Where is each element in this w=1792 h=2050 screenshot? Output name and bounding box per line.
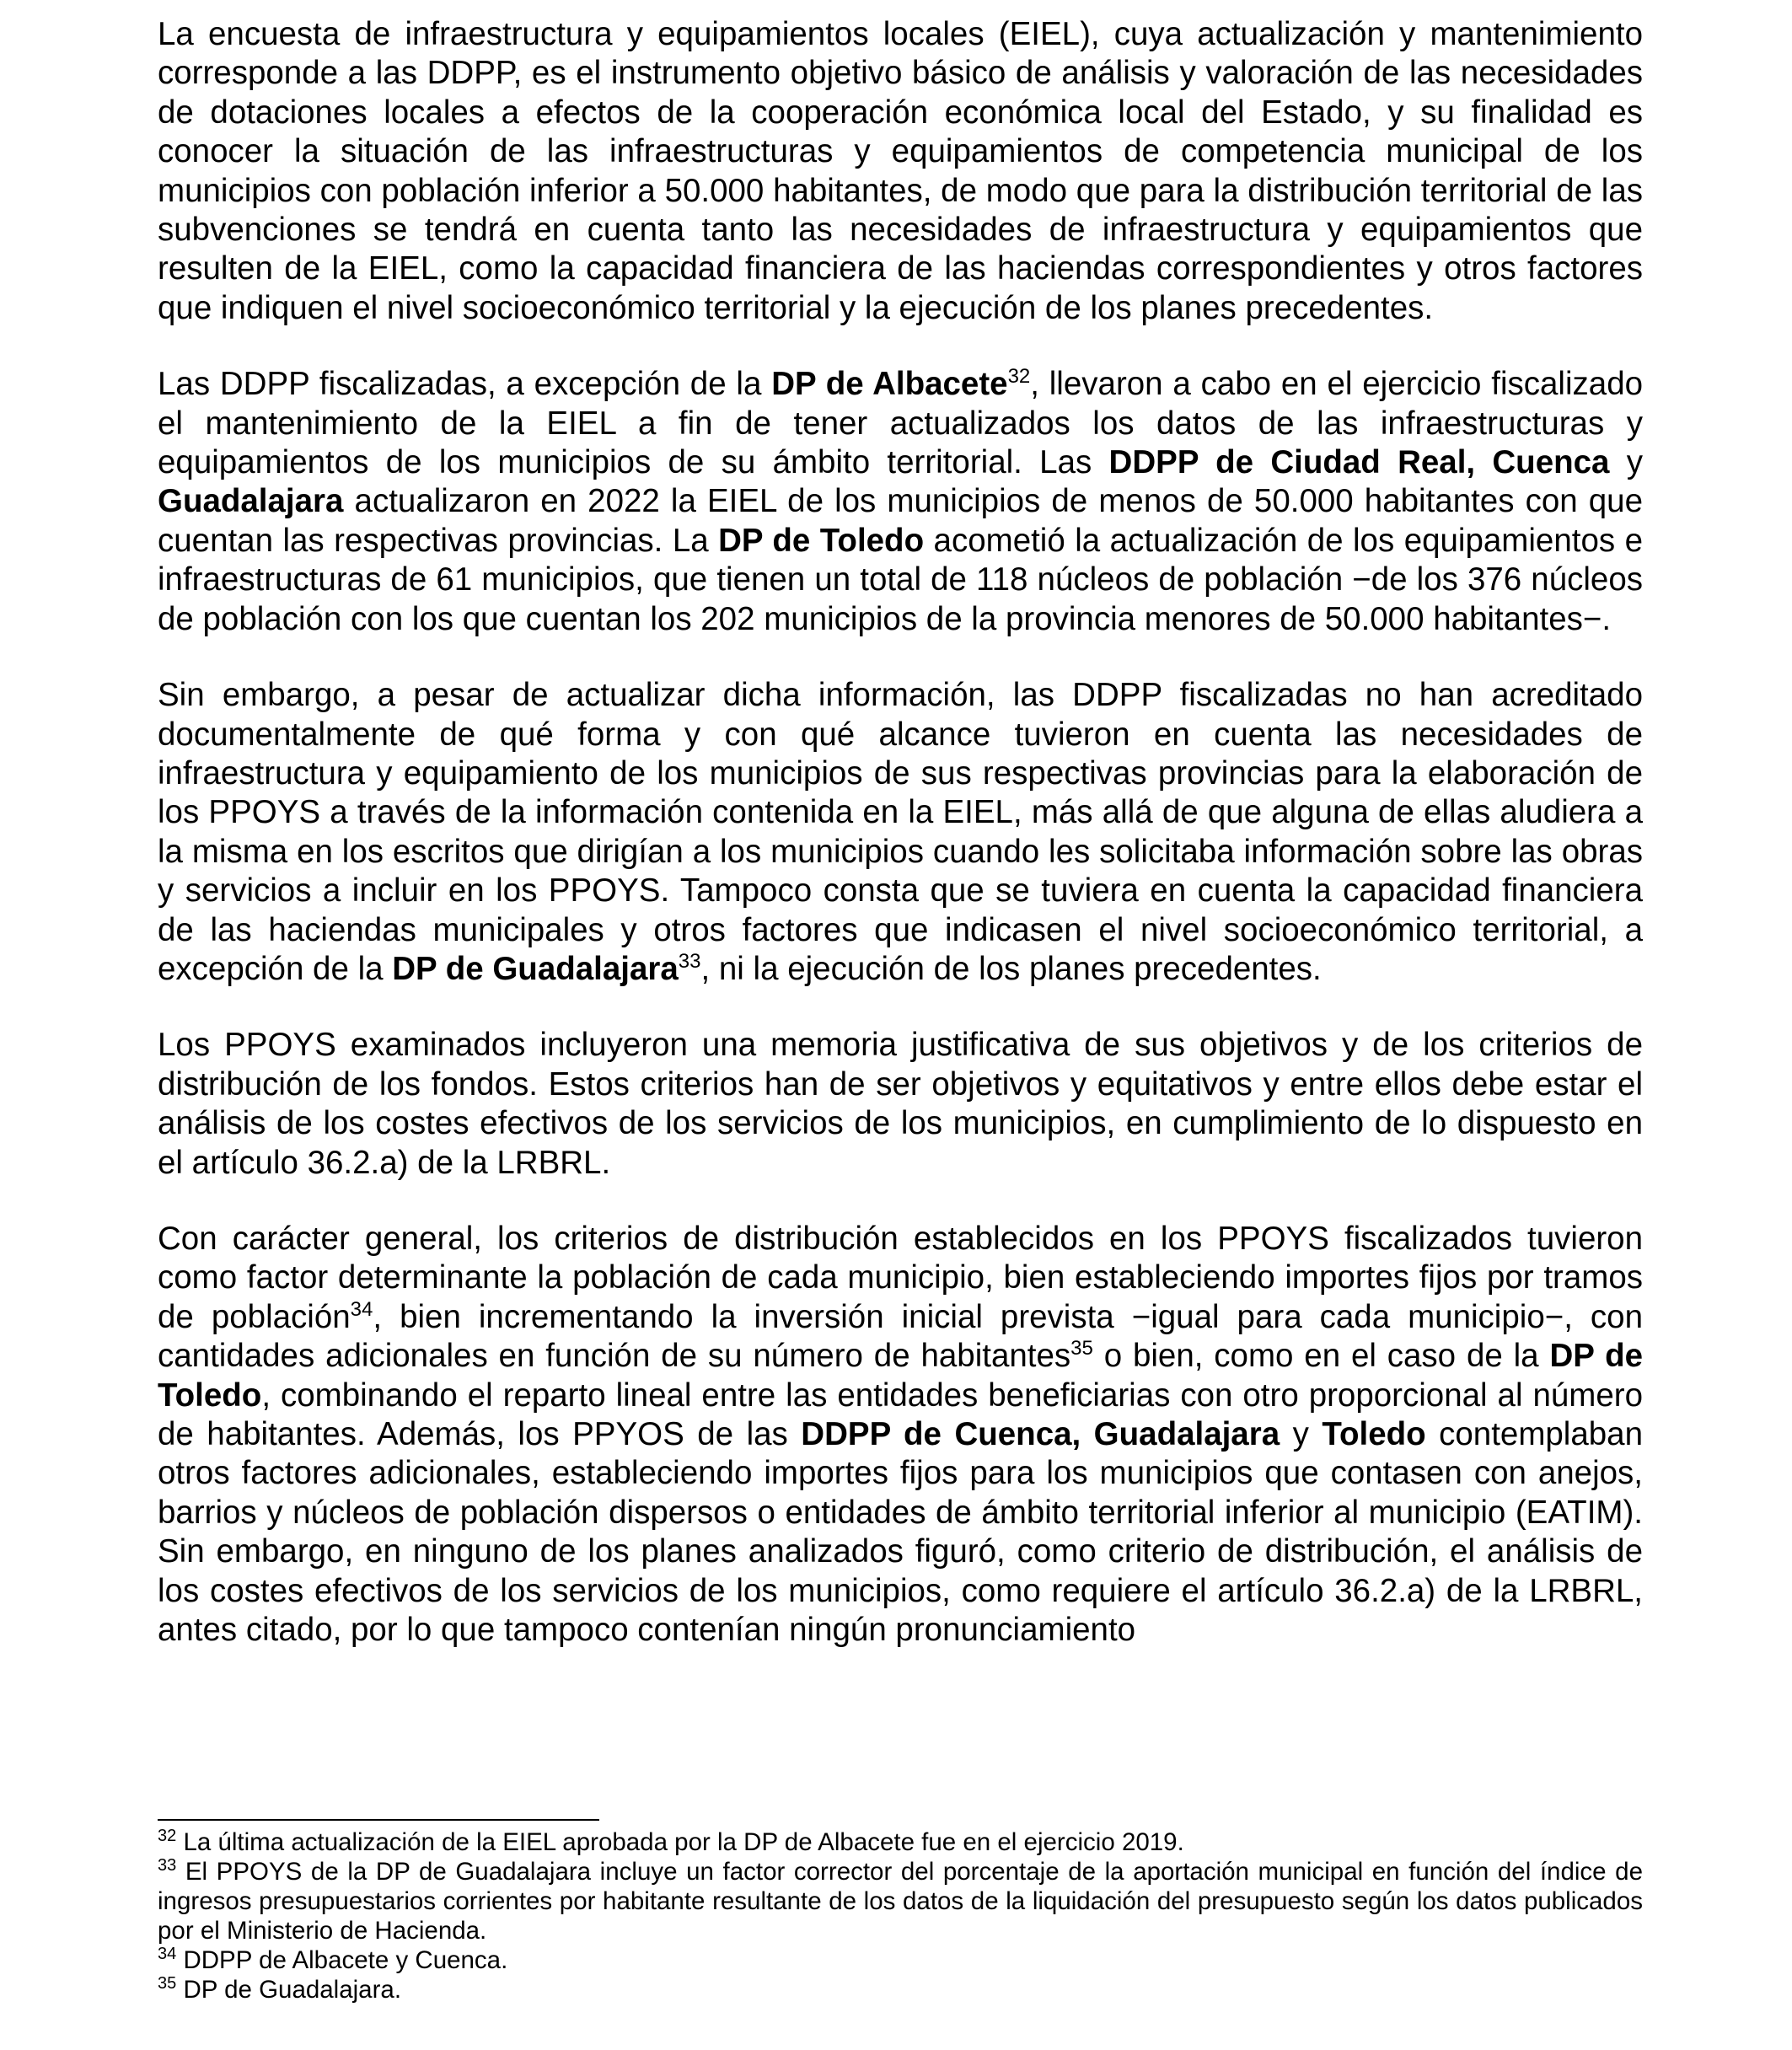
- bold-entity: DP de Toledo: [718, 522, 925, 559]
- text-run: contemplaban otros factores adicionales, estableciendo importes fijos para los municipios que contasen con anejos, barrios y núcleos de población dispersos o entidades de ámbito territorial inferior al municipio (EATIM). Sin embargo, en ninguno de los planes analizados figuró, como criterio de distribución, el análisis de los costes efectivos de los servicios de los municipios, como requiere el artículo 36.2.a) de la LRBRL, antes citado, por lo que tampoco contenían ningún pronunciamiento: [158, 1416, 1644, 1649]
- footnote-number: 32: [158, 1827, 177, 1846]
- footnotes-section: [158, 1827, 1643, 2004]
- text-run: , bien incrementando la inversión inicial prevista −igual para cada municipio−, con cantidades adicionales en función de su número de habitantes: [158, 1298, 1644, 1375]
- footnote-text: El PPOYS de la DP de Guadalajara incluye un factor corrector del porcentaje de la aportación municipal en función del índice de ingresos presupuestarios corrientes por habitante resultante de los datos de la liquidación del presupuesto según los datos publicados por el Ministerio de Hacienda.: [158, 1858, 1643, 1945]
- paragraph-text: La encuesta de infraestructura y equipamientos locales (EIEL), cuya actualización y mantenimiento corresponde a las DDPP, es el instrumento objetivo básico de análisis y valoración de las necesidades de dotaciones locales a efectos de la cooperación económica local del Estado, y su finalidad es conocer la situación de las infraestructuras y equipamientos de competencia municipal de los municipios con población inferior a 50.000 habitantes, de modo que para la distribución territorial de las subvenciones se tendrá en cuenta tanto las necesidades de infraestructura y equipamientos que resulten de la EIEL, como la capacidad financiera de las haciendas correspondientes y otros factores que indiquen el nivel socioeconómico territorial y la ejecución de los planes precedentes.: [158, 16, 1643, 326]
- paragraph-text: Los PPOYS examinados incluyeron una memoria justificativa de sus objetivos y de los criterios de distribución de los fondos. Estos criterios han de ser objetivos y equitativos y entre ellos debe estar el análisis de los costes efectivos de los servicios de los municipios, en cumplimiento de lo dispuesto en el artículo 36.2.a) de la LRBRL.: [158, 1027, 1643, 1181]
- footnote-text: La última actualización de la EIEL aprobada por la DP de Albacete fue en el ejercicio 2019.: [176, 1828, 1184, 1856]
- footnote-reference-34[interactable]: 34: [350, 1297, 373, 1321]
- bold-entity: Guadalajara: [158, 483, 344, 520]
- bold-entity: DP de Albacete: [771, 366, 1008, 403]
- text-run: , llevaron a cabo en el ejercicio fiscalizado el mantenimiento de la EIEL a fin de tener actualizados los datos de las infraestructuras y equipamientos de los municipios de su ámbito territorial. Las: [158, 366, 1644, 481]
- bold-entity: Toledo: [1322, 1416, 1426, 1452]
- text-run: Las DDPP fiscalizadas, a excepción de la: [158, 366, 772, 403]
- text-run: acometió la actualización de los equipamientos e infraestructuras de 61 municipios, que tienen un total de 118 núcleos de población −de los 376 núcleos de población con los que cuentan los 202 municipios de la provincia menores de 50.000 habitantes−.: [158, 522, 1643, 637]
- footnote-34: [158, 1945, 1643, 1975]
- bold-entity: DDPP de Cuenca, Guadalajara: [801, 1416, 1280, 1452]
- text-run: y: [1609, 444, 1644, 481]
- text-run: Sin embargo, a pesar de actualizar dicha información, las DDPP fiscalizadas no han acreditado documentalmente de qué forma y con qué alcance tuvieron en cuenta las necesidades de infraestructura y equipamiento de los municipios de sus respectivas provincias para la elaboración de los PPOYS a través de la información contenida en la EIEL, más allá de que alguna de ellas aludiera a la misma en los escritos que dirigían a los municipios cuando les solicitaba información sobre las obras y servicios a incluir en los PPOYS. Tampoco consta que se tuviera en cuenta la capacidad financiera de las haciendas municipales y otros factores que indicasen el nivel socioeconómico territorial, a excepción de la: [158, 677, 1643, 987]
- bold-entity: DP de Guadalajara: [392, 950, 679, 987]
- footnote-33: [158, 1857, 1643, 1945]
- text-run: Con carácter general, los criterios de distribución establecidos en los PPOYS fiscalizados tuvieron como factor determinante la población de cada municipio, bien estableciendo importes fijos por tramos de población: [158, 1220, 1643, 1335]
- footnote-32: [158, 1827, 1643, 1857]
- text-run: , ni la ejecución de los planes precedentes.: [700, 950, 1322, 987]
- footnote-number: 35: [158, 1974, 177, 1994]
- footnote-number: 33: [158, 1856, 177, 1876]
- text-run: , combinando el reparto lineal entre las entidades beneficiarias con otro proporcional al número de habitantes. Además, los PPYOS de las: [158, 1377, 1643, 1452]
- paragraph-eiel-intro: [158, 15, 1643, 328]
- footnote-reference-32[interactable]: 32: [1007, 365, 1031, 389]
- footnote-separator: [158, 1819, 599, 1821]
- paragraph-distribution-criteria: [158, 1220, 1643, 1650]
- footnote-35: [158, 1975, 1643, 2004]
- paragraph-ppoys-memoria: [158, 1026, 1643, 1183]
- text-run: actualizaron en 2022 la EIEL de los municipios de menos de 50.000 habitantes con que cuentan las respectivas provincias. La: [158, 483, 1643, 559]
- footnote-reference-33[interactable]: 33: [678, 950, 701, 974]
- bold-entity: DP de Toledo: [158, 1338, 1644, 1414]
- footnote-text: DDPP de Albacete y Cuenca.: [176, 1946, 508, 1974]
- footnote-text: DP de Guadalajara.: [176, 1976, 402, 2004]
- text-run: y: [1280, 1416, 1323, 1452]
- bold-entity: DDPP de Ciudad Real, Cuenca: [1108, 444, 1610, 481]
- document-body: [158, 15, 1643, 1650]
- footnote-number: 34: [158, 1945, 177, 1964]
- paragraph-ddpp-maintenance: [158, 365, 1643, 639]
- paragraph-no-accreditation: [158, 676, 1643, 989]
- text-run: o bien, como en el caso de la: [1092, 1338, 1550, 1375]
- footnote-reference-35[interactable]: 35: [1070, 1337, 1093, 1360]
